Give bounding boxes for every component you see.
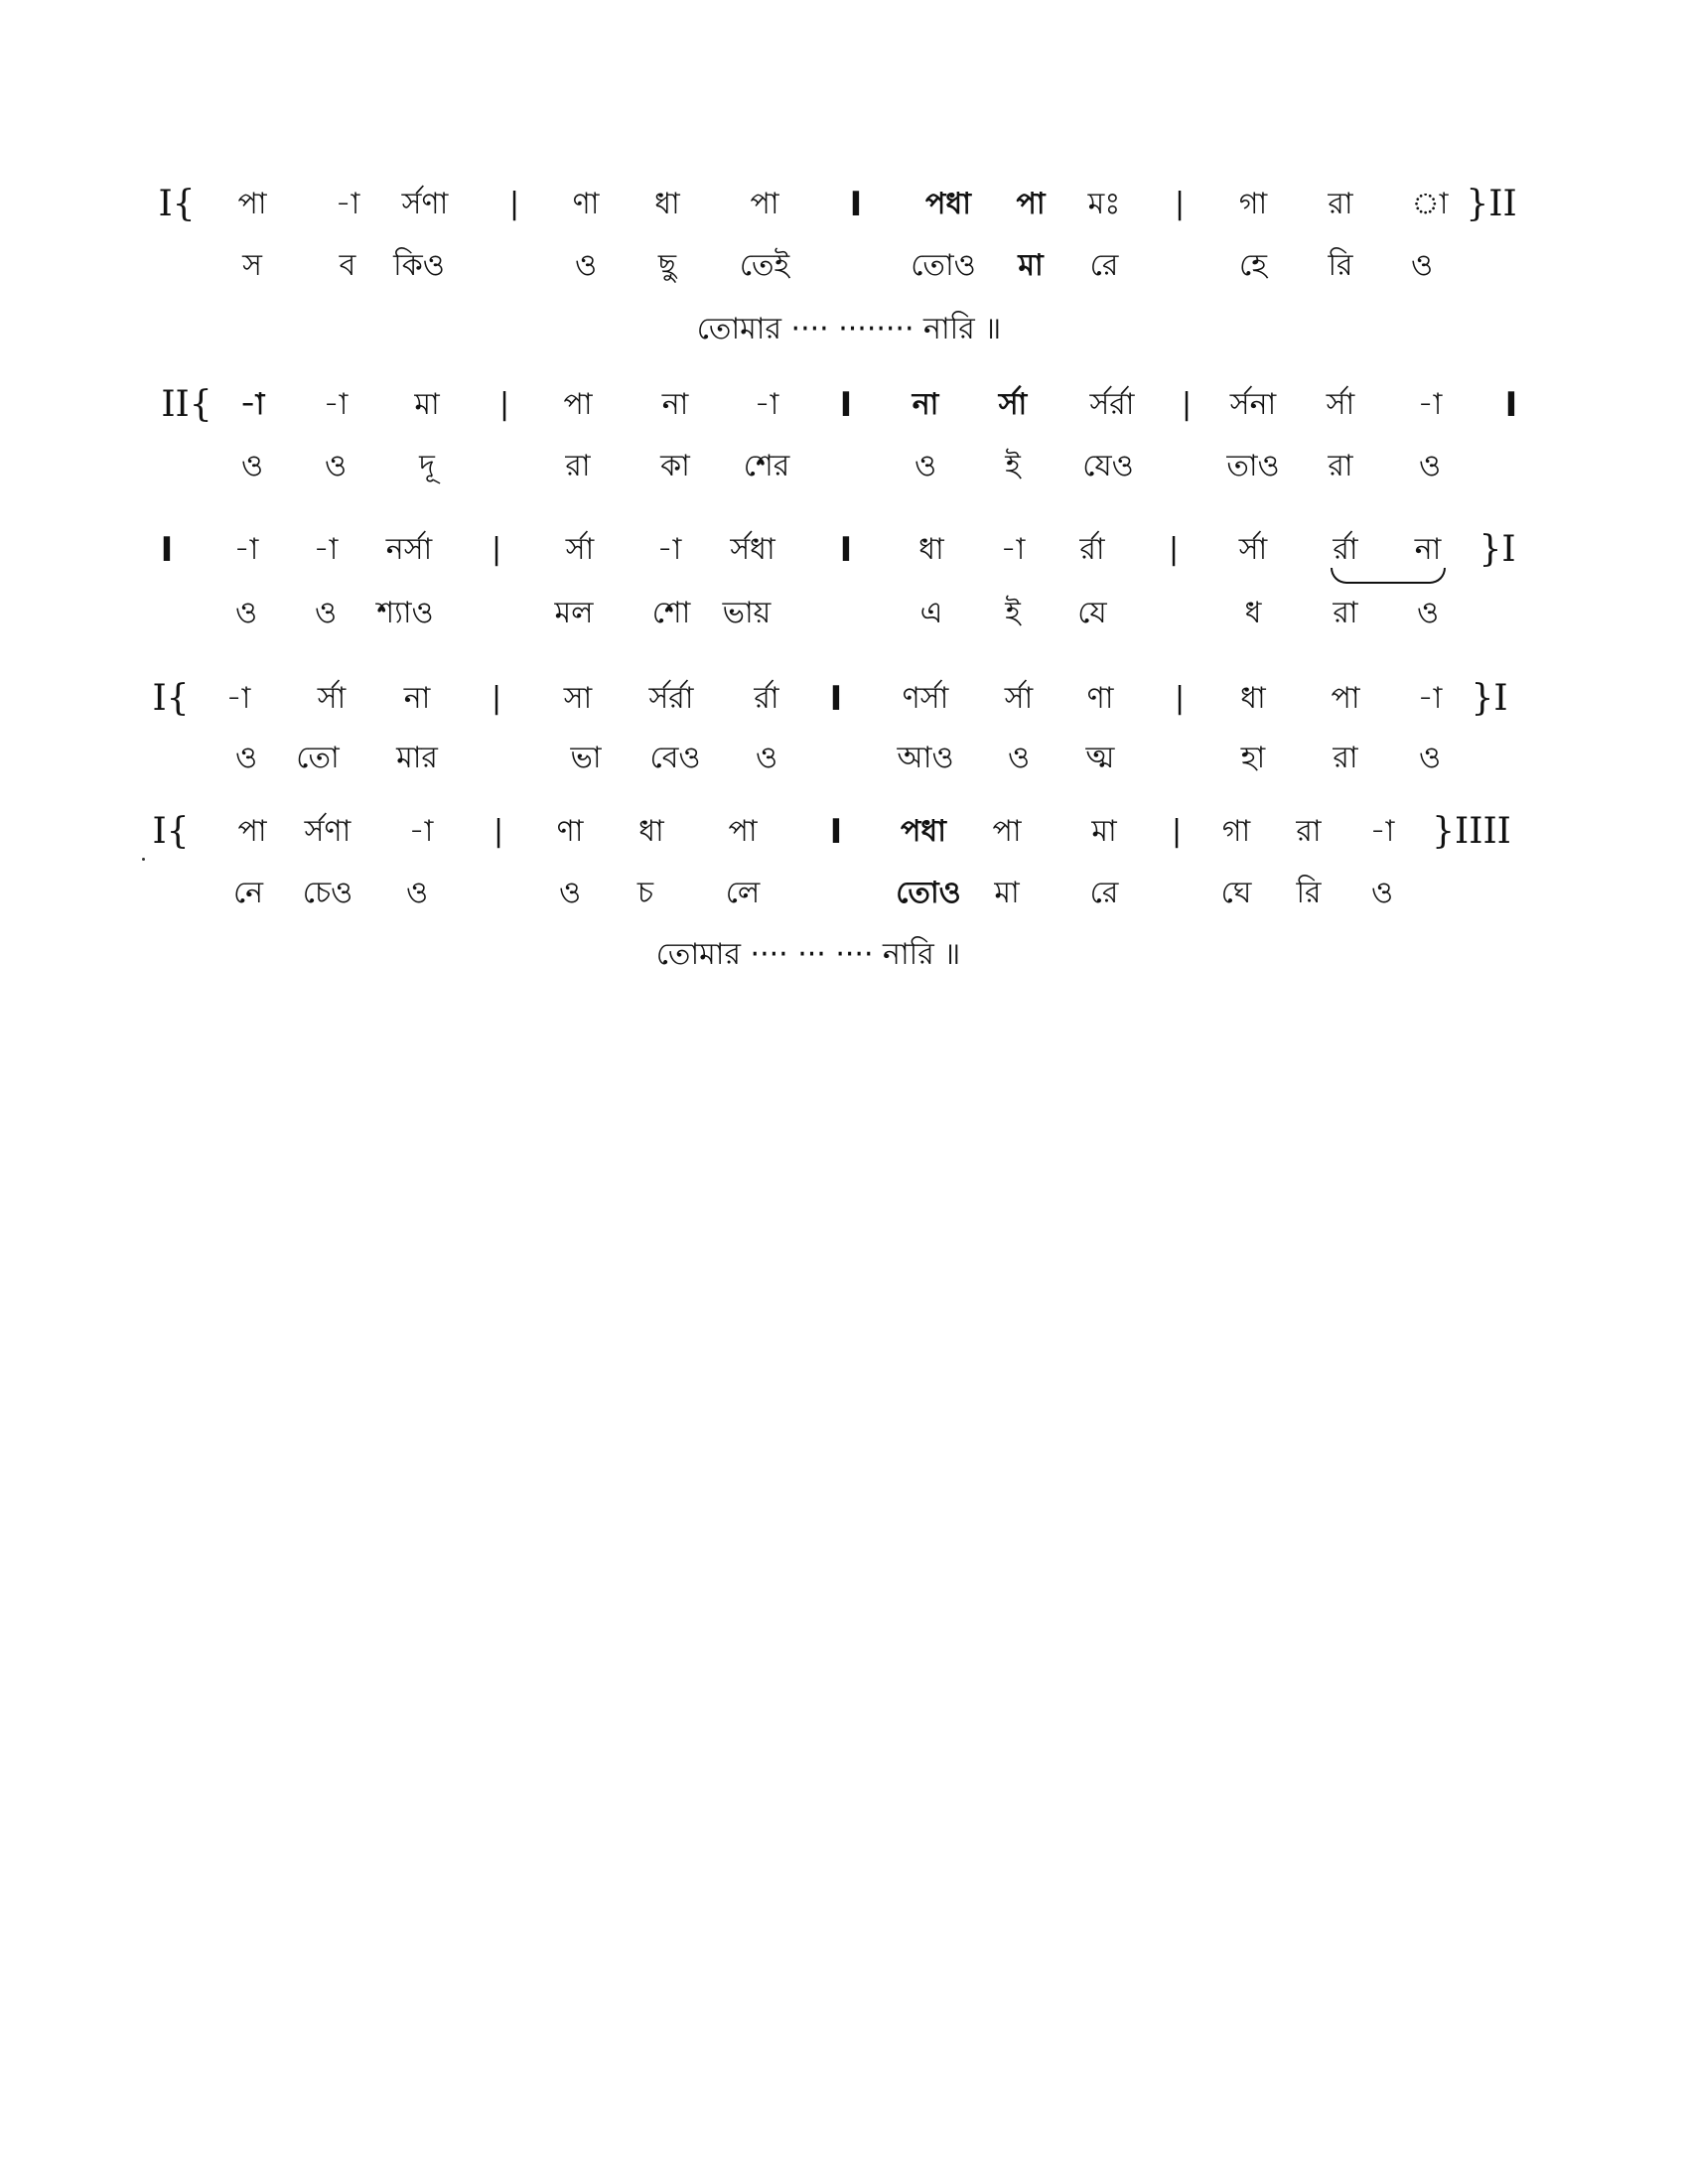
lyric-syllable: নে xyxy=(232,876,264,910)
swara-note: ধা xyxy=(1240,681,1266,716)
lyric-syllable: ই xyxy=(1005,596,1021,630)
swara-note: র্সনা xyxy=(1229,387,1277,422)
lyric-syllable: হে xyxy=(1239,248,1267,283)
swara-note: ধা xyxy=(654,187,680,221)
bar-open: I{ xyxy=(158,184,196,224)
measure-bar: I xyxy=(839,385,853,425)
lyric-syllable: কা xyxy=(660,449,690,483)
beat-separator: | xyxy=(1174,187,1186,221)
lyric-syllable: ও xyxy=(1007,741,1031,775)
bar-open: II{ xyxy=(161,384,212,425)
lyric-syllable: ব xyxy=(339,248,356,283)
swara-note: -া xyxy=(335,187,360,221)
beat-separator: | xyxy=(1168,532,1180,567)
lyric-syllable: এ xyxy=(919,596,943,630)
swara-note: -া xyxy=(1000,532,1026,567)
swara-note: নর্সা xyxy=(385,532,433,567)
lyric-syllable: স xyxy=(242,248,262,283)
bar-close: }I xyxy=(1478,529,1516,570)
lyric-syllable: শো xyxy=(651,596,691,630)
swara-note: র্সর্রা xyxy=(1089,387,1135,422)
swara-note: র্রা xyxy=(1333,532,1358,567)
lyric-syllable: যে xyxy=(1077,596,1107,630)
swara-note: মা xyxy=(414,387,440,422)
lyric-syllable: রা xyxy=(1328,449,1353,483)
stanza2-swara-row xyxy=(0,377,1688,433)
swara-note: র্সা xyxy=(1004,681,1034,716)
swara-note: -া xyxy=(1369,814,1395,849)
lyric-syllable: রা xyxy=(1333,741,1358,775)
lyric-syllable: রা xyxy=(565,449,591,483)
swara-note: ধা xyxy=(918,532,944,567)
bar-open: I{ xyxy=(152,678,190,719)
lyric-syllable: ও xyxy=(240,449,264,483)
lyric-syllable: ভায় xyxy=(722,596,772,630)
lyric-syllable: ধ xyxy=(1244,596,1262,630)
swara-note: পা xyxy=(992,814,1022,849)
lyric-syllable: ও xyxy=(234,741,258,775)
lyric-syllable: রি xyxy=(1296,876,1322,910)
lyric-syllable: ও xyxy=(314,596,338,630)
swara-note: ণা xyxy=(572,187,600,221)
stanza4-swara-row xyxy=(0,671,1688,727)
lyric-syllable: রা xyxy=(1333,596,1358,630)
beat-separator: | xyxy=(498,387,510,422)
beat-separator: | xyxy=(1181,387,1193,422)
lyric-syllable: ত্ম xyxy=(1085,741,1115,775)
lyric-syllable: দূ xyxy=(419,449,435,483)
lyric-syllable: ও xyxy=(914,449,937,483)
swara-note: না xyxy=(661,387,689,422)
lyric-syllable: রে xyxy=(1089,876,1119,910)
lyric-syllable: মল xyxy=(554,596,594,630)
measure-bar: I xyxy=(1504,385,1518,425)
swara-note: া xyxy=(1411,187,1449,221)
lyric-syllable: ও xyxy=(1418,449,1442,483)
lyric-syllable: ও xyxy=(1370,876,1394,910)
lyric-syllable: ও xyxy=(1410,248,1434,283)
lyric-syllable: কিও xyxy=(393,248,445,283)
lyric-syllable: ও xyxy=(234,596,258,630)
swara-note: -া xyxy=(1417,681,1443,716)
beat-separator: | xyxy=(492,814,504,849)
swara-note: পা xyxy=(1331,681,1360,716)
swara-note: পধা xyxy=(901,814,946,849)
swara-note: সা xyxy=(563,681,593,716)
lyric-syllable: ও xyxy=(1416,596,1440,630)
refrain-line: তোমার ···· ········ নারি ॥ xyxy=(696,312,1002,346)
lyric-syllable: লে xyxy=(725,876,761,910)
lyric-syllable: ও xyxy=(405,876,429,910)
stanza2-lyrics-row xyxy=(0,439,1688,494)
measure-bar: I xyxy=(849,185,863,224)
bar-close: }I xyxy=(1471,678,1508,719)
swara-note: ণা xyxy=(556,814,584,849)
swara-note: -া xyxy=(1417,387,1443,422)
measure-bar: I xyxy=(839,530,853,570)
swara-note: পা xyxy=(750,187,779,221)
swara-note: -া xyxy=(225,681,251,716)
swara-note: পা xyxy=(563,387,593,422)
lyric-syllable: তেই xyxy=(739,248,790,283)
lyric-syllable: চ xyxy=(636,876,654,910)
lyric-syllable: ই xyxy=(1005,449,1021,483)
lyric-syllable: রে xyxy=(1089,248,1119,283)
swara-note: র্রা xyxy=(1079,532,1105,567)
lyric-syllable: ও xyxy=(1418,741,1442,775)
lyric-syllable: আও xyxy=(897,741,954,775)
beat-separator: | xyxy=(1174,681,1186,716)
stanza5-lyrics-row xyxy=(0,866,1688,921)
swara-note: র্সা xyxy=(1326,387,1355,422)
swara-note: -া xyxy=(239,387,265,422)
swara-note: ধা xyxy=(638,814,664,849)
swara-note: র্সা xyxy=(317,681,347,716)
measure-bar: I xyxy=(829,679,843,719)
swara-note: পা xyxy=(237,814,267,849)
lyric-syllable: তো xyxy=(296,741,340,775)
stanza5-swara-row xyxy=(0,804,1688,860)
swara-note: রা xyxy=(1328,187,1353,221)
lyric-syllable: ভা xyxy=(570,741,602,775)
beat-separator: | xyxy=(491,532,502,567)
bar-close: }IIII xyxy=(1432,811,1511,852)
swara-note: পা xyxy=(1016,187,1046,221)
swara-note: র্রা xyxy=(754,681,779,716)
beat-separator: | xyxy=(1171,814,1183,849)
stanza3-lyrics-row xyxy=(0,586,1688,641)
lyric-syllable: রি xyxy=(1328,248,1353,283)
swara-note: ণর্সা xyxy=(902,681,949,716)
lyric-syllable: ও xyxy=(558,876,582,910)
swara-note: -া xyxy=(313,532,339,567)
swara-note: -া xyxy=(323,387,349,422)
swara-note: -া xyxy=(233,532,259,567)
scan-speck xyxy=(142,858,145,861)
swara-note: -া xyxy=(656,532,682,567)
lyric-syllable: চেও xyxy=(302,876,353,910)
swara-note: পধা xyxy=(925,187,971,221)
lyric-syllable: শ্যাও xyxy=(376,596,434,630)
lyric-syllable: তোও xyxy=(911,248,976,283)
slur-mark xyxy=(1331,568,1446,584)
lyric-syllable: শের xyxy=(743,449,790,483)
beat-separator: | xyxy=(491,681,502,716)
swara-note: পা xyxy=(237,187,267,221)
lyric-syllable: ও xyxy=(574,248,598,283)
measure-bar: I xyxy=(160,530,174,570)
swara-note: র্সর্রা xyxy=(648,681,694,716)
bar-open: I{ xyxy=(152,811,190,852)
lyric-syllable: হা xyxy=(1240,741,1266,775)
lyric-syllable: ও xyxy=(755,741,778,775)
swara-note: গা xyxy=(1221,814,1251,849)
lyric-syllable: তাও xyxy=(1226,449,1280,483)
swara-note: মা xyxy=(1091,814,1117,849)
swara-note: র্সণা xyxy=(401,187,449,221)
swara-note: র্সধা xyxy=(730,532,775,567)
lyric-syllable: বেও xyxy=(649,741,701,775)
swara-note: র্সা xyxy=(1238,532,1268,567)
swara-note: -া xyxy=(754,387,779,422)
bar-close: }II xyxy=(1466,184,1517,224)
swara-note: র্সা xyxy=(565,532,595,567)
swara-note: র্সা xyxy=(998,387,1028,422)
beat-separator: | xyxy=(508,187,520,221)
swara-note: রা xyxy=(1296,814,1322,849)
swara-note: গা xyxy=(1238,187,1268,221)
refrain-line: তোমার ···· ··· ···· নারি ॥ xyxy=(655,937,961,972)
lyric-syllable: ঘে xyxy=(1220,876,1252,910)
lyric-syllable: ছু xyxy=(657,248,677,283)
swara-note: -া xyxy=(408,814,434,849)
swara-note: না xyxy=(403,681,431,716)
measure-bar: I xyxy=(829,812,843,852)
swara-note: মঃ xyxy=(1087,187,1121,221)
swara-note: না xyxy=(912,387,939,422)
lyric-syllable: মার xyxy=(396,741,438,775)
lyric-syllable: মা xyxy=(994,876,1020,910)
lyric-syllable: তোও xyxy=(896,876,961,910)
stanza4-lyrics-row xyxy=(0,731,1688,786)
swara-note: পা xyxy=(728,814,758,849)
lyric-syllable: যেও xyxy=(1082,449,1134,483)
swara-note: র্সণা xyxy=(304,814,352,849)
stanza1-swara-row xyxy=(0,177,1688,232)
stanza1-lyrics-row xyxy=(0,238,1688,294)
lyric-syllable: ও xyxy=(324,449,348,483)
swara-note: ণা xyxy=(1086,681,1114,716)
swara-note: না xyxy=(1414,532,1442,567)
lyric-syllable: মা xyxy=(1018,248,1044,283)
